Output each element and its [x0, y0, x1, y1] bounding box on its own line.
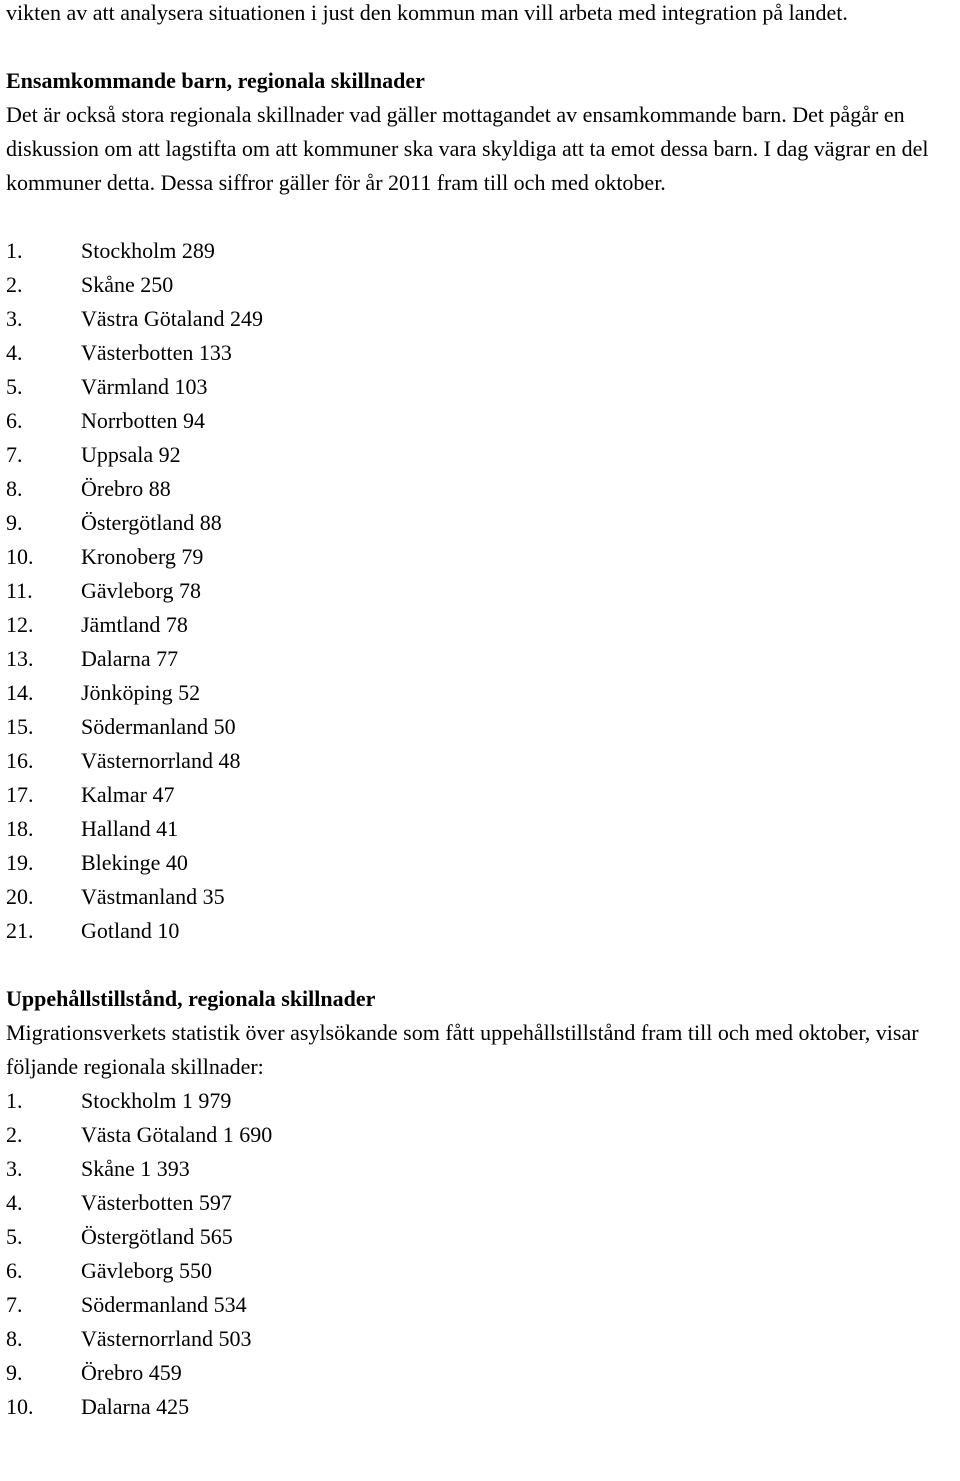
list-item-text: Dalarna 425	[81, 1394, 190, 1419]
list-item	[6, 540, 954, 574]
list-item-number: 17.	[6, 782, 34, 807]
list-item-number: 6.	[6, 408, 23, 433]
list-item-number: 5.	[6, 374, 23, 399]
section-body: Det är också stora regionala skillnader vad gäller mottagandet av ensamkommande barn. Det pågår en diskussion om att lagstifta om att kommuner ska vara skyldiga att ta emot dessa barn. I dag vägrar en del kommuner detta. Dessa siffror gäller för år 2011 fram till och med oktober.	[6, 102, 929, 195]
list-item-text: Stockholm 289	[81, 238, 215, 263]
list-item-number: 7.	[6, 1292, 23, 1317]
section-body: Migrationsverkets statistik över asylsökande som fått uppehållstillstånd fram till och med oktober, visar följande regionala skillnader:	[6, 1020, 919, 1079]
list-item-number: 9.	[6, 1360, 23, 1385]
list-item-number: 20.	[6, 884, 34, 909]
list-item-number: 19.	[6, 850, 34, 875]
list-item-text: Örebro 88	[81, 476, 171, 501]
list-item-number: 7.	[6, 442, 23, 467]
region-list-uppehallstillstand	[6, 1084, 954, 1424]
list-item	[6, 234, 954, 268]
list-item	[6, 1118, 954, 1152]
list-item-text: Västernorrland 503	[81, 1326, 252, 1351]
list-item-number: 6.	[6, 1258, 23, 1283]
list-item-number: 11.	[6, 578, 33, 603]
list-item	[6, 710, 954, 744]
list-item	[6, 1152, 954, 1186]
list-item-number: 12.	[6, 612, 34, 637]
list-item	[6, 472, 954, 506]
list-item	[6, 914, 954, 948]
list-item-number: 3.	[6, 306, 23, 331]
list-item	[6, 336, 954, 370]
list-item	[6, 404, 954, 438]
list-item-number: 4.	[6, 340, 23, 365]
list-item	[6, 302, 954, 336]
list-item-text: Blekinge 40	[81, 850, 188, 875]
spacer	[6, 30, 954, 64]
list-item-text: Västa Götaland 1 690	[81, 1122, 273, 1147]
list-item-text: Stockholm 1 979	[81, 1088, 232, 1113]
list-item-text: Uppsala 92	[81, 442, 181, 467]
list-item	[6, 370, 954, 404]
list-item	[6, 1288, 954, 1322]
list-item-number: 10.	[6, 544, 34, 569]
region-list-barn	[6, 234, 954, 948]
list-item-number: 1.	[6, 1088, 23, 1113]
list-item-number: 5.	[6, 1224, 23, 1249]
list-item	[6, 744, 954, 778]
spacer	[6, 200, 954, 234]
list-item	[6, 1390, 954, 1424]
list-item	[6, 642, 954, 676]
list-item-text: Västernorrland 48	[81, 748, 241, 773]
list-item	[6, 574, 954, 608]
list-item	[6, 438, 954, 472]
list-item	[6, 1186, 954, 1220]
list-item-text: Södermanland 50	[81, 714, 236, 739]
list-item	[6, 506, 954, 540]
list-item-text: Södermanland 534	[81, 1292, 247, 1317]
list-item	[6, 1084, 954, 1118]
list-item-text: Gävleborg 78	[81, 578, 201, 603]
list-item-text: Västerbotten 597	[81, 1190, 232, 1215]
list-item	[6, 1322, 954, 1356]
list-item	[6, 676, 954, 710]
list-item-text: Halland 41	[81, 816, 179, 841]
list-item-number: 18.	[6, 816, 34, 841]
spacer	[6, 948, 954, 982]
list-item-text: Norrbotten 94	[81, 408, 206, 433]
intro-paragraph: vikten av att analysera situationen i just den kommun man vill arbeta med integration på landet.	[6, 0, 848, 25]
section-heading: Uppehållstillstånd, regionala skillnader	[6, 986, 376, 1011]
list-item-number: 9.	[6, 510, 23, 535]
list-item-number: 14.	[6, 680, 34, 705]
list-item-number: 3.	[6, 1156, 23, 1181]
list-item	[6, 268, 954, 302]
list-item-number: 13.	[6, 646, 34, 671]
list-item	[6, 1356, 954, 1390]
list-item-number: 8.	[6, 476, 23, 501]
list-item-text: Skåne 250	[81, 272, 174, 297]
list-item	[6, 1254, 954, 1288]
list-item	[6, 778, 954, 812]
list-item-number: 8.	[6, 1326, 23, 1351]
list-item-number: 15.	[6, 714, 34, 739]
list-item-text: Skåne 1 393	[81, 1156, 190, 1181]
list-item-number: 1.	[6, 238, 23, 263]
list-item	[6, 812, 954, 846]
list-item-text: Dalarna 77	[81, 646, 179, 671]
list-item-text: Jämtland 78	[81, 612, 188, 637]
list-item-number: 21.	[6, 918, 34, 943]
list-item	[6, 1220, 954, 1254]
list-item-text: Västmanland 35	[81, 884, 225, 909]
section-uppehallstillstand	[6, 982, 954, 1424]
list-item	[6, 880, 954, 914]
list-item-number: 2.	[6, 272, 23, 297]
list-item	[6, 608, 954, 642]
list-item-text: Kronoberg 79	[81, 544, 204, 569]
list-item-text: Gävleborg 550	[81, 1258, 212, 1283]
list-item-text: Gotland 10	[81, 918, 180, 943]
list-item-text: Värmland 103	[81, 374, 208, 399]
list-item	[6, 846, 954, 880]
list-item-text: Östergötland 565	[81, 1224, 233, 1249]
section-ensamkommande-barn	[6, 64, 954, 948]
list-item-number: 10.	[6, 1394, 34, 1419]
section-heading: Ensamkommande barn, regionala skillnader	[6, 68, 425, 93]
list-item-text: Kalmar 47	[81, 782, 175, 807]
list-item-text: Örebro 459	[81, 1360, 182, 1385]
list-item-number: 2.	[6, 1122, 23, 1147]
list-item-text: Västerbotten 133	[81, 340, 232, 365]
list-item-text: Västra Götaland 249	[81, 306, 264, 331]
list-item-number: 4.	[6, 1190, 23, 1215]
list-item-text: Jönköping 52	[81, 680, 201, 705]
list-item-text: Östergötland 88	[81, 510, 222, 535]
list-item-number: 16.	[6, 748, 34, 773]
